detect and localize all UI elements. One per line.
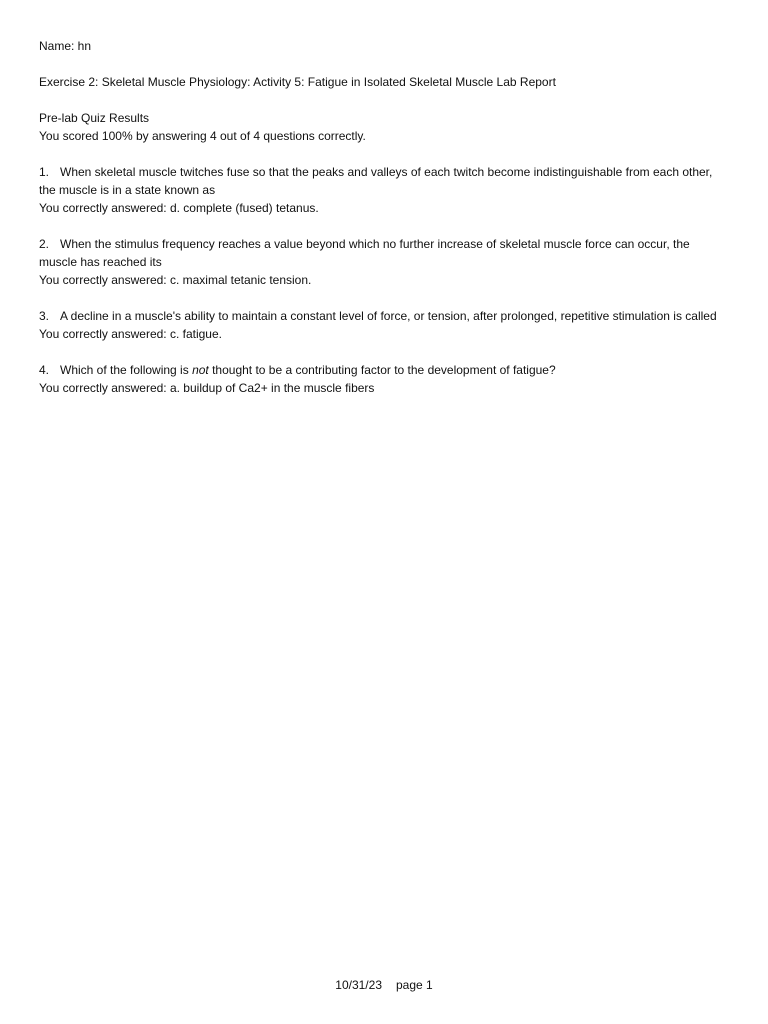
question-2	[39, 235, 729, 289]
report-title: Exercise 2: Skeletal Muscle Physiology: Activity 5: Fatigue in Isolated Skeletal Muscle Lab Report	[39, 75, 556, 89]
footer-date: 10/31/23	[335, 978, 382, 992]
document-page	[39, 37, 729, 397]
question-1	[39, 163, 729, 217]
question-3-answer: You correctly answered: c. fatigue.	[39, 327, 222, 341]
question-3-text	[39, 307, 729, 325]
question-3-number: 3.	[39, 309, 50, 323]
question-1-number: 1.	[39, 165, 50, 179]
page-footer	[0, 976, 768, 994]
question-3-prompt: A decline in a muscle's ability to maintain a constant level of force, or tension, after prolonged, repetitive stimulation is called	[60, 309, 717, 323]
question-2-prompt: When the stimulus frequency reaches a value beyond which no further increase of skeletal muscle force can occur, the muscle has reached its	[39, 237, 690, 269]
question-4-emphasis: not	[192, 363, 209, 377]
student-name: Name: hn	[39, 39, 92, 53]
footer-page-number: page 1	[396, 978, 433, 992]
results-heading: Pre-lab Quiz Results	[39, 111, 150, 125]
question-2-text	[39, 235, 729, 271]
score-summary: You scored 100% by answering 4 out of 4 questions correctly.	[39, 129, 366, 143]
question-4-text	[39, 361, 729, 379]
question-2-number: 2.	[39, 237, 50, 251]
question-4-number: 4.	[39, 363, 50, 377]
question-2-answer: You correctly answered: c. maximal tetanic tension.	[39, 273, 312, 287]
question-1-text	[39, 163, 729, 199]
question-1-prompt: When skeletal muscle twitches fuse so that the peaks and valleys of each twitch become indistinguishable from each other, the muscle is in a state known as	[39, 165, 713, 197]
question-4-prompt-start: Which of the following is	[60, 363, 193, 377]
question-4-prompt-end: thought to be a contributing factor to the development of fatigue?	[208, 363, 556, 377]
question-3	[39, 307, 729, 343]
question-4	[39, 361, 729, 397]
question-1-answer: You correctly answered: d. complete (fused) tetanus.	[39, 201, 319, 215]
question-4-answer: You correctly answered: a. buildup of Ca2+ in the muscle fibers	[39, 381, 375, 395]
